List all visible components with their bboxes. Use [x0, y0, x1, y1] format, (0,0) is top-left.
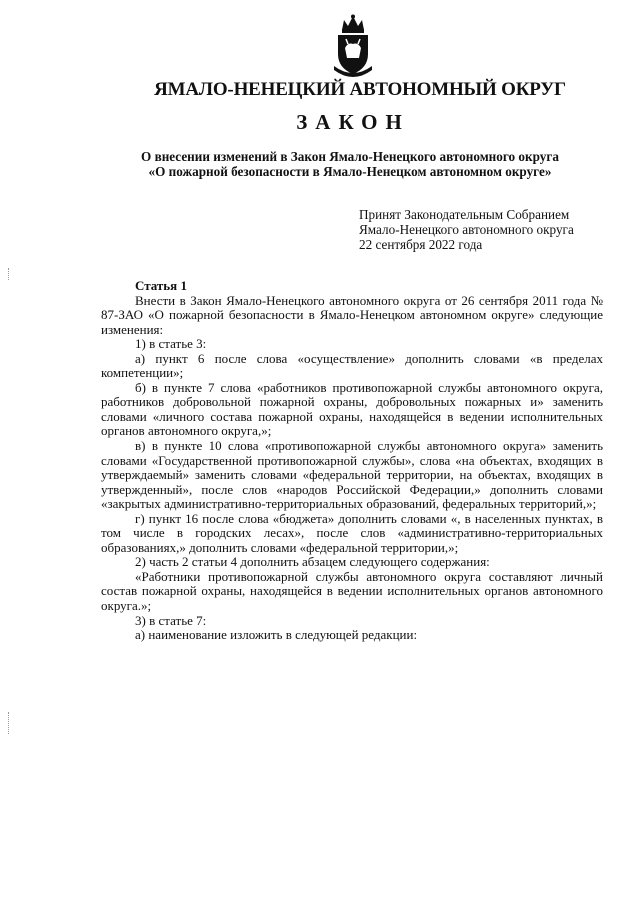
document-title	[40, 149, 640, 179]
adoption-line-2: Ямало-Ненецкого автономного округа	[359, 222, 574, 237]
coat-of-arms-icon	[330, 14, 376, 78]
article-paragraph: в) в пункте 10 слова «противопожарной службы автономного округа» заменить словами «Государственной противопожарной службы», слова «на объектах, входящих в утверждаемый» заменить словами «федеральной территории, на объектах, входящих в утвержденный», после слов «народов Российской Федерации,» дополнить словами «закрытых административно-территориальных образований, федеральных территорий,»;	[101, 438, 603, 512]
document-type: ЗАКОН	[296, 110, 410, 134]
article-paragraph: а) наименование изложить в следующей редакции:	[135, 627, 418, 643]
document-title-line-1: О внесении изменений в Закон Ямало-Ненецкого автономного округа	[141, 149, 559, 164]
region-name: ЯМАЛО-НЕНЕЦКИЙ АВТОНОМНЫЙ ОКРУГ	[154, 79, 566, 100]
adoption-date: 22 сентября 2022 года	[359, 237, 483, 252]
article-paragraph: б) в пункте 7 слова «работников противопожарной службы автономного округа, работников добровольной пожарной охраны, добровольных пожарных и» заменить словами «личного состава пожарной охраны, находящейся в ведении исполнительных органов автономного округа,»;	[101, 379, 603, 439]
adoption-note	[359, 207, 619, 252]
article-paragraph: 2) часть 2 статьи 4 дополнить абзацем следующего содержания:	[135, 554, 490, 570]
binding-margin-mark	[8, 712, 11, 734]
article-paragraph: 3) в статье 7:	[135, 612, 207, 628]
article-body	[101, 279, 603, 643]
adoption-line-1: Принят Законодательным Собранием	[359, 207, 570, 222]
article-heading: Статья 1	[135, 278, 187, 293]
binding-margin-mark	[8, 268, 11, 280]
document-title-line-2: «О пожарной безопасности в Ямало-Ненецком автономном округе»	[148, 164, 552, 179]
article-paragraph: а) пункт 6 после слова «осуществление» дополнить словами «в пределах компетенции»;	[101, 350, 603, 381]
article-paragraph: г) пункт 16 после слова «бюджета» дополнить словами «, в населенных пунктах, в том числе в городских лесах», после слов «административно-территориальных образованиях,» дополнить словами «федеральной территории,»;	[101, 510, 603, 555]
article-paragraph: Внести в Закон Ямало-Ненецкого автономного округа от 26 сентября 2011 года № 87-ЗАО «О пожарной безопасности в Ямало-Ненецком автономном округе» следующие изменения:	[101, 292, 603, 337]
article-paragraph: «Работники противопожарной службы автономного округа составляют личный состав пожарной охраны, находящейся в ведении исполнительных органов автономного округа.»;	[101, 568, 603, 614]
article-paragraph: 1) в статье 3:	[135, 336, 207, 352]
